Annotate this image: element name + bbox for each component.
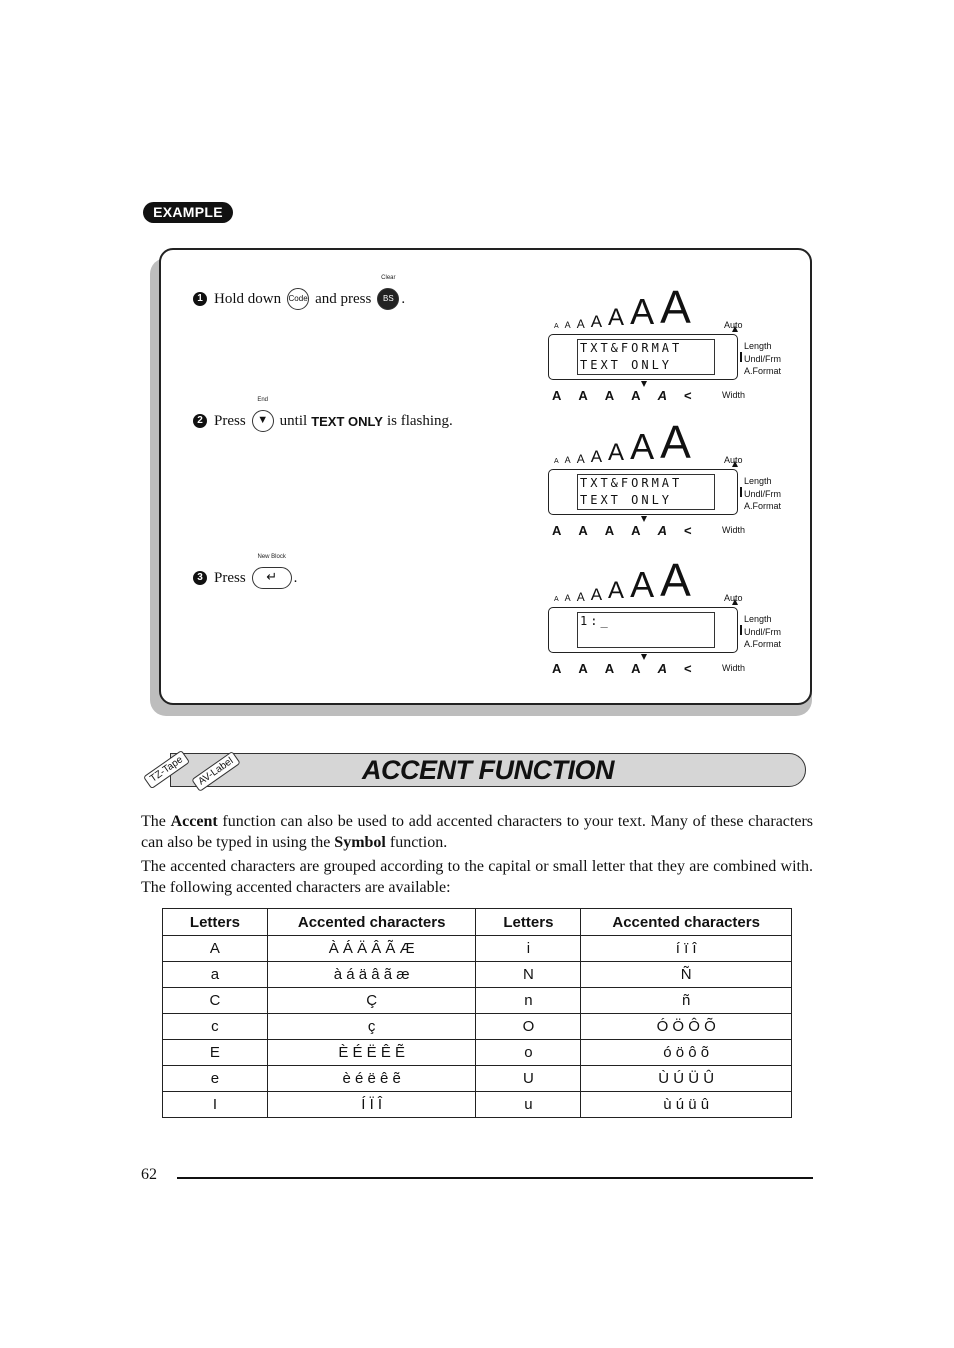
- up-triangle-icon: [732, 599, 738, 605]
- width-label: Width: [722, 390, 746, 400]
- step-text: Press: [214, 412, 246, 429]
- size-indicator-row: A A A A A A A: [554, 281, 691, 333]
- step-text: Hold down: [214, 290, 282, 307]
- page-number: 62: [141, 1166, 157, 1183]
- table-row: I Í Ï Î u ù ú ü û: [163, 1092, 792, 1118]
- indicator-bar: [740, 625, 742, 635]
- table-header: Letters: [163, 909, 268, 936]
- size-indicator-row: A A A A A A A: [554, 554, 691, 606]
- indicator-bar: [740, 352, 742, 362]
- side-labels: Length Undl/Frm A.Format: [744, 476, 782, 511]
- table-row: A À Á Ä Â Ã Æ i í ï î: [163, 936, 792, 962]
- step-text: .: [401, 290, 406, 307]
- auto-label: Auto: [724, 593, 743, 603]
- up-triangle-icon: [732, 326, 738, 332]
- paragraph-1: The Accent function can also be used to add accented characters to your text. Many of these characters can also be typed in using the Symbol function.: [141, 813, 813, 851]
- step-text: until: [279, 412, 308, 429]
- auto-label: Auto: [724, 320, 743, 330]
- backspace-key-icon: Clear BS: [377, 288, 399, 310]
- width-label: Width: [722, 525, 746, 535]
- lcd-line-2: 1:_: [580, 614, 611, 628]
- table-header: Letters: [476, 909, 581, 936]
- lcd-screen: [548, 607, 738, 653]
- step-number: 2: [193, 414, 207, 428]
- accent-characters-table: [162, 908, 792, 1118]
- table-row: a à á ä â ã æ N Ñ: [163, 962, 792, 988]
- text-only-label: TEXT ONLY: [311, 413, 383, 429]
- side-labels: Length Undl/Frm A.Format: [744, 614, 782, 649]
- down-arrow-key-icon: End ▼: [252, 410, 274, 432]
- table-row: E È É Ë Ê Ẽ o ó ö ô õ: [163, 1040, 792, 1066]
- width-label: Width: [722, 663, 746, 673]
- step-2: [193, 397, 453, 432]
- step-text: .: [293, 569, 298, 586]
- auto-label: Auto: [724, 455, 743, 465]
- lcd-display-1: [548, 281, 818, 403]
- size-indicator-row: A A A A A A A: [554, 416, 691, 468]
- step-text: is flashing.: [386, 412, 453, 429]
- table-row: c ç O Ó Ö Ô Õ: [163, 1014, 792, 1040]
- step-text: and press: [315, 290, 372, 307]
- table-row: e è é ë ê ẽ U Ù Ú Ü Û: [163, 1066, 792, 1092]
- step-number: 3: [193, 571, 207, 585]
- table-row: C Ç n ñ: [163, 988, 792, 1014]
- lcd-text-area: [577, 339, 715, 375]
- section-title: ACCENT FUNCTION: [362, 755, 614, 785]
- example-badge: EXAMPLE: [143, 202, 233, 223]
- indicator-bar: [740, 487, 742, 497]
- lcd-line-2: TEXT ONLY: [580, 358, 673, 372]
- lcd-text-area: [577, 612, 715, 648]
- av-label-tag: AV-Label: [191, 751, 240, 792]
- lcd-line-1: TXT&FORMAT: [580, 341, 683, 355]
- paragraph-2: The accented characters are grouped according to the capital or small letter that they are combined with. The following accented characters are available:: [141, 858, 813, 896]
- font-indicator-row: A A A A A <: [552, 388, 692, 403]
- side-labels: Length Undl/Frm A.Format: [744, 341, 782, 376]
- step-text: Press: [214, 569, 246, 586]
- lcd-screen: [548, 469, 738, 515]
- lcd-display-3: [548, 554, 818, 676]
- step-1: [193, 275, 406, 310]
- lcd-screen: [548, 334, 738, 380]
- code-key-icon: Code: [287, 288, 309, 310]
- font-indicator-row: A A A A A <: [552, 661, 692, 676]
- down-triangle-icon: [641, 516, 647, 522]
- up-triangle-icon: [732, 461, 738, 467]
- down-triangle-icon: [641, 381, 647, 387]
- table-header: Accented characters: [267, 909, 476, 936]
- tz-tape-tag: TZ-Tape: [143, 750, 190, 789]
- lcd-display-2: [548, 416, 818, 538]
- lcd-line-1: TXT&FORMAT: [580, 476, 683, 490]
- table-header: Accented characters: [581, 909, 792, 936]
- lcd-line-2: TEXT ONLY: [580, 493, 673, 507]
- footer-rule: [177, 1177, 813, 1179]
- step-number: 1: [193, 292, 207, 306]
- table-header-row: [163, 909, 792, 936]
- enter-key-icon: New Block ↵: [252, 567, 292, 589]
- font-indicator-row: A A A A A <: [552, 523, 692, 538]
- down-triangle-icon: [641, 654, 647, 660]
- step-3: [193, 554, 298, 589]
- lcd-text-area: [577, 474, 715, 510]
